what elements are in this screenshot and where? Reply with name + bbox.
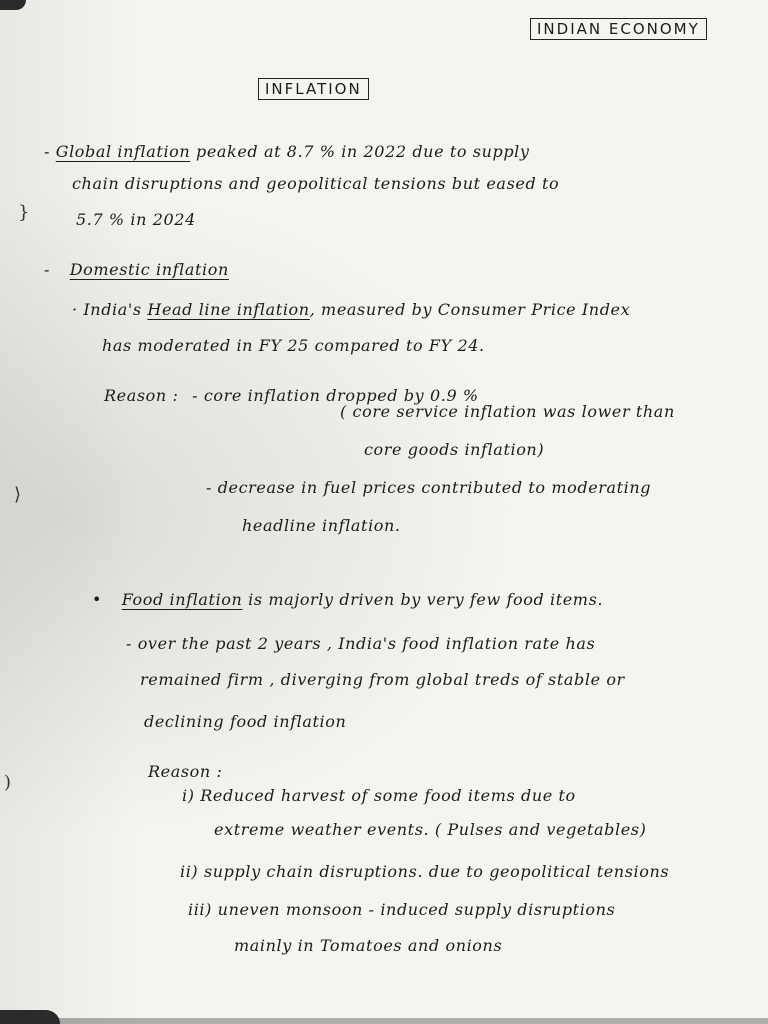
food-reason-3-line-2: mainly in Tomatoes and onions (234, 936, 503, 955)
global-inflation-line-1 (44, 142, 530, 161)
reason-item: - core inflation dropped by 0.9 % (192, 386, 479, 405)
margin-mark: ⟩ (14, 484, 22, 505)
text: , measured by Consumer Price Index (309, 300, 631, 319)
reason-item-2-line-2: headline inflation. (242, 516, 401, 535)
domestic-inflation-heading: Domestic inflation (69, 260, 229, 279)
dash: - (44, 142, 51, 161)
food-reason-2: ii) supply chain disruptions. due to geopolitical tensions (180, 862, 670, 881)
food-inflation-line-4: declining food inflation (144, 712, 347, 731)
reason-item-2-line-1: - decrease in fuel prices contributed to moderating (206, 478, 652, 497)
food-reason-3-line-1: iii) uneven monsoon - induced supply disruptions (188, 900, 616, 919)
page-corner-shadow (0, 0, 26, 10)
page-edge-shadow (0, 1018, 768, 1024)
reason-label: Reason : (104, 386, 179, 405)
subject-heading: INDIAN ECONOMY (530, 18, 707, 40)
food-inflation-line-2: - over the past 2 years , India's food inflation rate has (126, 634, 596, 653)
bullet: · (72, 300, 78, 319)
margin-mark: } (18, 202, 30, 223)
headline-inflation-term: Head line inflation (147, 300, 310, 319)
domestic-heading-line (44, 260, 229, 279)
global-inflation-line-3: 5.7 % in 2024 (76, 210, 196, 229)
food-inflation-term: Food inflation (121, 590, 243, 609)
page-title: INFLATION (258, 78, 369, 100)
food-inflation-line-1 (92, 590, 603, 609)
food-reason-1-line-1: i) Reduced harvest of some food items due to (182, 786, 576, 805)
bullet: • (92, 590, 103, 609)
food-reason-label: Reason : (148, 762, 223, 781)
margin-mark: ) (4, 772, 12, 793)
dash: - (44, 260, 51, 279)
food-reason-1-line-2: extreme weather events. ( Pulses and vegetables) (214, 820, 647, 839)
reason-note-line-1: ( core service inflation was lower than (340, 402, 675, 421)
text: India's (83, 300, 148, 319)
global-inflation-term: Global inflation (55, 142, 191, 161)
text: is majorly driven by very few food items. (242, 590, 604, 609)
text: peaked at 8.7 % in 2022 due to supply (190, 142, 530, 161)
food-inflation-line-3: remained firm , diverging from global treds of stable or (140, 670, 625, 689)
reason-note-line-2: core goods inflation) (364, 440, 545, 459)
global-inflation-line-2: chain disruptions and geopolitical tensions but eased to (72, 174, 560, 193)
headline-inflation-line-1 (72, 300, 630, 319)
headline-inflation-line-2: has moderated in FY 25 compared to FY 24. (102, 336, 485, 355)
